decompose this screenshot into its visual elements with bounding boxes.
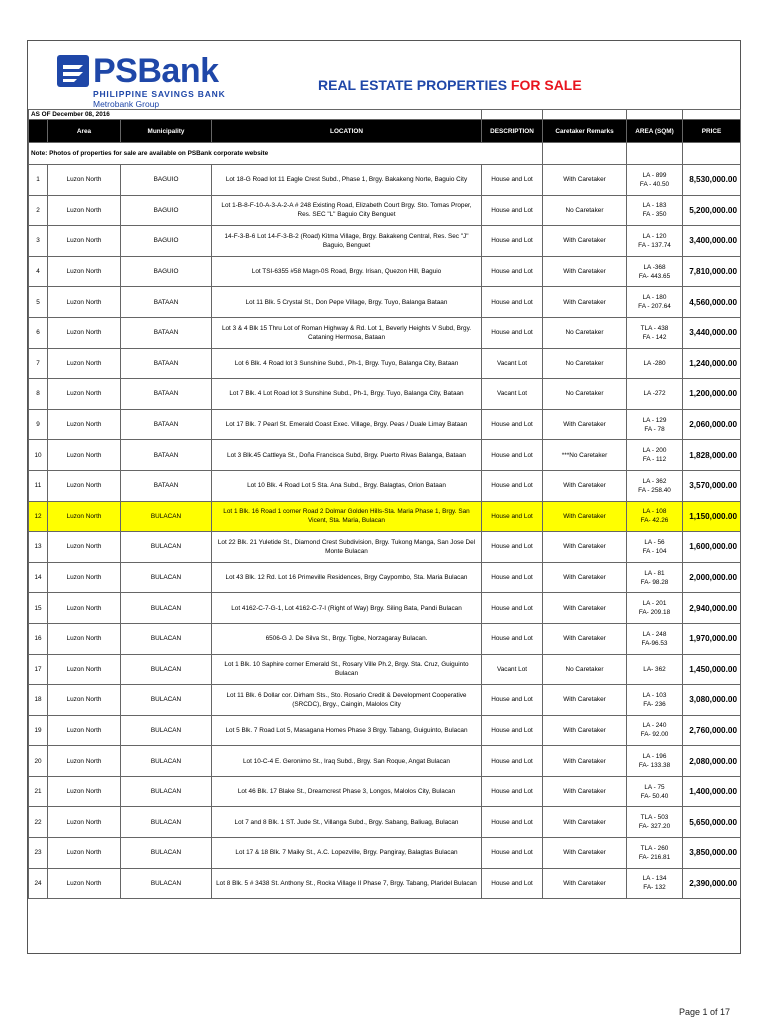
cell-location: Lot 1 Blk. 10 Saphire corner Emerald St., Rosary Ville Ph.2, Brgy. Sta. Cruz, Guiguinto Bulacan <box>212 654 482 685</box>
sqm-line-1: LA -272 <box>643 390 666 398</box>
cell-description: House and Lot <box>482 838 543 869</box>
cell-no: 19 <box>29 715 48 746</box>
cell-area: Luzon North <box>48 409 121 440</box>
cell-location: Lot 1 Blk. 16 Road 1 corner Road 2 Dolmar Golden Hills-Sta. Maria Phase 1, Brgy. San Vicent, Sta. Maria, Bulacan <box>212 501 482 532</box>
cell-caretaker: With Caretaker <box>543 715 627 746</box>
cell-area: Luzon North <box>48 165 121 196</box>
cell-municipality: BATAAN <box>121 409 212 440</box>
table-row <box>29 715 741 746</box>
cell-no: 5 <box>29 287 48 318</box>
cell-municipality: BATAAN <box>121 287 212 318</box>
col-price: PRICE <box>683 120 741 143</box>
cell-area-sqm <box>627 746 683 777</box>
cell-no: 12 <box>29 501 48 532</box>
cell-location: Lot 10-C-4 E. Geronimo St., Iraq Subd., Brgy. San Roque, Angat Bulacan <box>212 746 482 777</box>
sqm-line-2: FA- 327.20 <box>638 823 671 831</box>
cell-price: 2,760,000.00 <box>683 715 741 746</box>
cell-price: 1,970,000.00 <box>683 623 741 654</box>
cell-price: 5,200,000.00 <box>683 195 741 226</box>
cell-location: Lot 11 Blk. 6 Dollar cor. Dirham Sts., Sto. Rosario Credit & Development Cooperative (SRCDC), Brgy., Caingin, Malolos City <box>212 685 482 716</box>
sqm-line-1: LA - 240 <box>642 722 667 730</box>
sqm-line-1: TLA - 503 <box>640 814 669 822</box>
cell-description: House and Lot <box>482 165 543 196</box>
as-of-row <box>29 110 741 120</box>
cell-area: Luzon North <box>48 379 121 410</box>
col-area-sqm: AREA (SQM) <box>627 120 683 143</box>
cell-caretaker: No Caretaker <box>543 317 627 348</box>
cell-no: 21 <box>29 776 48 807</box>
cell-caretaker: No Caretaker <box>543 195 627 226</box>
cell-area-sqm <box>627 685 683 716</box>
cell-municipality: BULACAN <box>121 562 212 593</box>
cell-municipality: BULACAN <box>121 776 212 807</box>
cell-no: 2 <box>29 195 48 226</box>
cell-price: 2,080,000.00 <box>683 746 741 777</box>
sqm-line-1: LA -280 <box>643 359 666 367</box>
cell-price: 3,850,000.00 <box>683 838 741 869</box>
sqm-line-1: TLA - 260 <box>640 844 669 852</box>
sqm-line-2: FA - 40.50 <box>639 180 670 188</box>
cell-location: Lot 7 and 8 Blk. 1 ST. Jude St., Villanga Subd., Brgy. Sabang, Baliuag, Bulacan <box>212 807 482 838</box>
sqm-line-2: FA- 92.00 <box>640 731 669 739</box>
psbank-logo <box>53 51 263 107</box>
col-location: LOCATION <box>212 120 482 143</box>
cell-area: Luzon North <box>48 807 121 838</box>
cell-caretaker: With Caretaker <box>543 256 627 287</box>
cell-description: House and Lot <box>482 715 543 746</box>
cell-description: House and Lot <box>482 317 543 348</box>
cell-area-sqm <box>627 440 683 471</box>
cell-location: Lot 17 Blk. 7 Pearl St. Emerald Coast Exec. Village, Brgy. Peas / Duale Limay Bataan <box>212 409 482 440</box>
sqm-line-2: FA- 443.65 <box>638 272 671 280</box>
cell-municipality: BULACAN <box>121 593 212 624</box>
cell-area: Luzon North <box>48 440 121 471</box>
sqm-line-1: LA - 129 <box>642 416 667 424</box>
table-header <box>29 120 741 143</box>
sqm-line-1: TLA - 438 <box>640 324 669 332</box>
cell-caretaker: No Caretaker <box>543 654 627 685</box>
cell-area: Luzon North <box>48 685 121 716</box>
table-row <box>29 654 741 685</box>
cell-caretaker: With Caretaker <box>543 838 627 869</box>
cell-caretaker: With Caretaker <box>543 470 627 501</box>
table-row <box>29 226 741 257</box>
sqm-line-2: FA - 258.40 <box>638 486 671 494</box>
sqm-line-2: FA - 207.64 <box>638 303 671 311</box>
cell-no: 4 <box>29 256 48 287</box>
cell-area-sqm <box>627 715 683 746</box>
cell-description: House and Lot <box>482 195 543 226</box>
sqm-line-2: FA- 98.28 <box>640 578 669 586</box>
cell-municipality: BULACAN <box>121 838 212 869</box>
cell-area: Luzon North <box>48 317 121 348</box>
cell-area-sqm <box>627 226 683 257</box>
sqm-line-1: LA - 103 <box>642 691 667 699</box>
table-row <box>29 623 741 654</box>
cell-price: 7,810,000.00 <box>683 256 741 287</box>
cell-caretaker: With Caretaker <box>543 746 627 777</box>
cell-area-sqm <box>627 256 683 287</box>
col-municipality: Municipality <box>121 120 212 143</box>
cell-area-sqm <box>627 776 683 807</box>
cell-area: Luzon North <box>48 654 121 685</box>
cell-caretaker: With Caretaker <box>543 226 627 257</box>
cell-caretaker: With Caretaker <box>543 409 627 440</box>
logo-group: Metrobank Group <box>93 99 160 109</box>
col-caretaker: Caretaker Remarks <box>543 120 627 143</box>
sqm-line-2: FA- 50.40 <box>640 792 669 800</box>
as-of-date: AS OF December 08, 2016 <box>29 110 482 120</box>
sqm-line-2: FA - 350 <box>642 211 667 219</box>
table-row <box>29 685 741 716</box>
cell-area: Luzon North <box>48 562 121 593</box>
cell-location: Lot 22 Blk. 21 Yuletide St., Diamond Crest Subdivision, Brgy. Tukong Manga, San Jose Del Monte Bulacan <box>212 532 482 563</box>
cell-price: 1,600,000.00 <box>683 532 741 563</box>
table-row <box>29 501 741 532</box>
cell-municipality: BULACAN <box>121 868 212 899</box>
sqm-line-1: LA - 180 <box>642 294 667 302</box>
note-text: Note: Photos of properties for sale are available on PSBank corporate website <box>29 143 543 165</box>
cell-caretaker: With Caretaker <box>543 532 627 563</box>
cell-area-sqm <box>627 532 683 563</box>
cell-caretaker: With Caretaker <box>543 165 627 196</box>
cell-municipality: BATAAN <box>121 470 212 501</box>
table-row <box>29 287 741 318</box>
cell-location: Lot 43 Blk. 12 Rd. Lot 16 Primeville Residences, Brgy Caypombo, Sta. Maria Bulacan <box>212 562 482 593</box>
cell-area-sqm <box>627 562 683 593</box>
cell-area-sqm <box>627 409 683 440</box>
table-row <box>29 807 741 838</box>
cell-no: 8 <box>29 379 48 410</box>
cell-description: House and Lot <box>482 807 543 838</box>
sqm-line-1: LA- 362 <box>643 665 666 673</box>
sqm-line-1: LA - 134 <box>642 875 667 883</box>
logo-subtitle: PHILIPPINE SAVINGS BANK <box>93 89 226 99</box>
cell-municipality: BAGUIO <box>121 226 212 257</box>
cell-area: Luzon North <box>48 256 121 287</box>
sqm-line-2: FA- 216.81 <box>638 853 671 861</box>
cell-price: 1,200,000.00 <box>683 379 741 410</box>
sqm-line-2: FA - 104 <box>642 547 667 555</box>
cell-description: House and Lot <box>482 623 543 654</box>
cell-price: 3,570,000.00 <box>683 470 741 501</box>
cell-area: Luzon North <box>48 501 121 532</box>
cell-no: 9 <box>29 409 48 440</box>
cell-location: Lot 3 Blk.45 Cattleya St., Doña Francisca Subd, Brgy. Puerto Rivas Balanga, Bataan <box>212 440 482 471</box>
cell-area-sqm <box>627 165 683 196</box>
cell-price: 3,440,000.00 <box>683 317 741 348</box>
cell-location: Lot 6 Blk. 4 Road lot 3 Sunshine Subd., Ph-1, Brgy. Tuyo, Balanga City, Bataan <box>212 348 482 379</box>
cell-description: House and Lot <box>482 440 543 471</box>
table-row <box>29 746 741 777</box>
col-area: Area <box>48 120 121 143</box>
cell-municipality: BATAAN <box>121 348 212 379</box>
logo-wordmark: PSBank <box>93 52 219 90</box>
sqm-line-2: FA- 42.26 <box>640 517 669 525</box>
cell-area: Luzon North <box>48 532 121 563</box>
cell-area-sqm <box>627 593 683 624</box>
cell-municipality: BULACAN <box>121 685 212 716</box>
col-description: DESCRIPTION <box>482 120 543 143</box>
sqm-line-1: LA - 899 <box>642 171 667 179</box>
cell-no: 18 <box>29 685 48 716</box>
sqm-line-1: LA - 56 <box>644 538 665 546</box>
sqm-line-2: FA- 209.18 <box>638 609 671 617</box>
cell-no: 23 <box>29 838 48 869</box>
cell-no: 14 <box>29 562 48 593</box>
page-footer: Page 1 of 17 <box>679 1007 731 1017</box>
cell-description: House and Lot <box>482 593 543 624</box>
cell-description: House and Lot <box>482 409 543 440</box>
cell-area-sqm <box>627 348 683 379</box>
cell-area-sqm <box>627 317 683 348</box>
sqm-line-2: FA - 78 <box>644 425 665 433</box>
cell-price: 1,400,000.00 <box>683 776 741 807</box>
sqm-line-1: LA - 362 <box>642 477 667 485</box>
cell-no: 15 <box>29 593 48 624</box>
cell-area: Luzon North <box>48 776 121 807</box>
cell-location: Lot 11 Blk. 5 Crystal St., Don Pepe Village, Brgy. Tuyo, Balanga Bataan <box>212 287 482 318</box>
cell-area: Luzon North <box>48 593 121 624</box>
cell-caretaker: With Caretaker <box>543 501 627 532</box>
cell-no: 24 <box>29 868 48 899</box>
cell-location: Lot 8 Blk. 5 # 3438 St. Anthony St., Rocka Village II Phase 7, Brgy. Tabang, Plaridel Bulacan <box>212 868 482 899</box>
table-row <box>29 165 741 196</box>
psbank-mark-icon <box>57 55 89 87</box>
cell-area-sqm <box>627 868 683 899</box>
cell-no: 10 <box>29 440 48 471</box>
cell-price: 3,400,000.00 <box>683 226 741 257</box>
cell-price: 2,390,000.00 <box>683 868 741 899</box>
cell-location: Lot 4162-C-7-G-1, Lot 4162-C-7-I (Right of Way) Brgy. Siling Bata, Pandi Bulacan <box>212 593 482 624</box>
cell-municipality: BULACAN <box>121 654 212 685</box>
table-row <box>29 593 741 624</box>
cell-caretaker: No Caretaker <box>543 379 627 410</box>
cell-no: 1 <box>29 165 48 196</box>
table-row <box>29 776 741 807</box>
cell-no: 22 <box>29 807 48 838</box>
cell-no: 11 <box>29 470 48 501</box>
cell-description: House and Lot <box>482 226 543 257</box>
col-no <box>29 120 48 143</box>
cell-caretaker: With Caretaker <box>543 685 627 716</box>
cell-no: 3 <box>29 226 48 257</box>
table-row <box>29 440 741 471</box>
cell-caretaker: ***No Caretaker <box>543 440 627 471</box>
properties-table <box>28 109 741 899</box>
cell-area-sqm <box>627 838 683 869</box>
cell-description: House and Lot <box>482 776 543 807</box>
cell-municipality: BAGUIO <box>121 256 212 287</box>
table-row <box>29 838 741 869</box>
cell-location: Lot 10 Blk. 4 Road Lot 5 Sta. Ana Subd., Brgy. Balagtas, Orion Bataan <box>212 470 482 501</box>
cell-location: Lot 7 Blk. 4 Lot Road lot 3 Sunshine Subd., Ph-1, Brgy. Tuyo, Balanga City, Bataan <box>212 379 482 410</box>
cell-description: House and Lot <box>482 562 543 593</box>
table-row <box>29 868 741 899</box>
cell-area: Luzon North <box>48 470 121 501</box>
cell-no: 13 <box>29 532 48 563</box>
cell-municipality: BULACAN <box>121 623 212 654</box>
table-row <box>29 195 741 226</box>
cell-location: Lot 5 Blk. 7 Road Lot 5, Masagana Homes Phase 3 Brgy. Tabang, Guiguinto, Bulacan <box>212 715 482 746</box>
table-row <box>29 532 741 563</box>
cell-municipality: BULACAN <box>121 501 212 532</box>
cell-municipality: BAGUIO <box>121 195 212 226</box>
sqm-line-2: FA-96.53 <box>641 639 668 647</box>
cell-price: 3,080,000.00 <box>683 685 741 716</box>
sqm-line-2: FA- 236 <box>643 700 666 708</box>
cell-description: House and Lot <box>482 287 543 318</box>
cell-price: 1,150,000.00 <box>683 501 741 532</box>
cell-area-sqm <box>627 807 683 838</box>
cell-price: 2,060,000.00 <box>683 409 741 440</box>
cell-location: Lot 17 & 18 Blk. 7 Maiky St., A.C. Lopezville, Brgy. Pangiray, Balagtas Bulacan <box>212 838 482 869</box>
cell-caretaker: With Caretaker <box>543 623 627 654</box>
cell-area-sqm <box>627 623 683 654</box>
cell-description: House and Lot <box>482 746 543 777</box>
cell-municipality: BULACAN <box>121 746 212 777</box>
cell-description: Vacant Lot <box>482 654 543 685</box>
cell-area-sqm <box>627 501 683 532</box>
document-sheet <box>27 40 741 1017</box>
cell-area: Luzon North <box>48 226 121 257</box>
cell-no: 6 <box>29 317 48 348</box>
sqm-line-1: LA - 201 <box>642 600 667 608</box>
cell-caretaker: No Caretaker <box>543 348 627 379</box>
cell-no: 17 <box>29 654 48 685</box>
cell-caretaker: With Caretaker <box>543 776 627 807</box>
sqm-line-1: LA - 120 <box>642 232 667 240</box>
cell-description: House and Lot <box>482 256 543 287</box>
cell-area: Luzon North <box>48 868 121 899</box>
sqm-line-1: LA - 81 <box>644 569 665 577</box>
cell-description: House and Lot <box>482 685 543 716</box>
sqm-line-2: FA- 133.38 <box>638 762 671 770</box>
cell-area: Luzon North <box>48 715 121 746</box>
cell-municipality: BULACAN <box>121 715 212 746</box>
cell-no: 16 <box>29 623 48 654</box>
sqm-line-2: FA - 112 <box>642 456 667 464</box>
cell-price: 5,650,000.00 <box>683 807 741 838</box>
table-row <box>29 470 741 501</box>
cell-area: Luzon North <box>48 195 121 226</box>
sqm-line-1: LA - 75 <box>644 783 665 791</box>
cell-price: 4,560,000.00 <box>683 287 741 318</box>
cell-price: 2,940,000.00 <box>683 593 741 624</box>
cell-no: 7 <box>29 348 48 379</box>
cell-municipality: BULACAN <box>121 532 212 563</box>
cell-municipality: BATAAN <box>121 379 212 410</box>
sqm-line-1: LA -368 <box>643 263 666 271</box>
table-row <box>29 317 741 348</box>
cell-area-sqm <box>627 379 683 410</box>
cell-description: Vacant Lot <box>482 379 543 410</box>
cell-location: Lot 1-B-8-F-10-A-3-A-2-A # 248 Existing Road, Elizabeth Court Brgy. Sto. Tomas Proper, Res. SEC "L" Baguio City Benguet <box>212 195 482 226</box>
sqm-line-2: FA - 137.74 <box>638 241 671 249</box>
cell-description: House and Lot <box>482 501 543 532</box>
header <box>28 41 740 109</box>
table-row <box>29 256 741 287</box>
cell-location: Lot 3 & 4 Blk 15 Thru Lot of Roman Highway & Rd. Lot 1, Beverly Heights V Subd, Brgy. Cataning Hermosa, Bataan <box>212 317 482 348</box>
cell-area: Luzon North <box>48 287 121 318</box>
cell-area-sqm <box>627 654 683 685</box>
cell-description: Vacant Lot <box>482 348 543 379</box>
cell-description: House and Lot <box>482 532 543 563</box>
sqm-line-1: LA - 248 <box>642 630 667 638</box>
cell-caretaker: With Caretaker <box>543 868 627 899</box>
cell-area-sqm <box>627 195 683 226</box>
cell-caretaker: With Caretaker <box>543 807 627 838</box>
cell-no: 20 <box>29 746 48 777</box>
cell-location: Lot TSI-6355 #58 Magn-0S Road, Brgy. Irisan, Quezon Hill, Baguio <box>212 256 482 287</box>
cell-price: 1,240,000.00 <box>683 348 741 379</box>
cell-area-sqm <box>627 287 683 318</box>
table-row <box>29 409 741 440</box>
cell-municipality: BATAAN <box>121 440 212 471</box>
sqm-line-2: FA- 132 <box>643 884 666 892</box>
table-row <box>29 348 741 379</box>
cell-municipality: BATAAN <box>121 317 212 348</box>
cell-description: House and Lot <box>482 470 543 501</box>
table-row <box>29 379 741 410</box>
cell-location: Lot 46 Blk. 17 Blake St., Dreamcrest Phase 3, Longos, Malolos City, Bulacan <box>212 776 482 807</box>
cell-municipality: BULACAN <box>121 807 212 838</box>
cell-area: Luzon North <box>48 746 121 777</box>
cell-caretaker: With Caretaker <box>543 562 627 593</box>
note-row <box>29 143 741 165</box>
sqm-line-1: LA - 108 <box>642 508 667 516</box>
cell-price: 1,828,000.00 <box>683 440 741 471</box>
cell-price: 2,000,000.00 <box>683 562 741 593</box>
cell-location: 14-F-3-B-6 Lot 14-F-3-B-2 (Road) Kitma Village, Brgy. Bakakeng Central, Res. Sec "J" Baguio, Benguet <box>212 226 482 257</box>
cell-description: House and Lot <box>482 868 543 899</box>
sqm-line-1: LA - 196 <box>642 753 667 761</box>
table-row <box>29 562 741 593</box>
cell-caretaker: With Caretaker <box>543 287 627 318</box>
sqm-line-1: LA - 183 <box>642 202 667 210</box>
cell-area-sqm <box>627 470 683 501</box>
cell-price: 8,530,000.00 <box>683 165 741 196</box>
cell-area: Luzon North <box>48 838 121 869</box>
cell-area: Luzon North <box>48 348 121 379</box>
cell-caretaker: With Caretaker <box>543 593 627 624</box>
cell-price: 1,450,000.00 <box>683 654 741 685</box>
cell-area: Luzon North <box>48 623 121 654</box>
cell-municipality: BAGUIO <box>121 165 212 196</box>
sqm-line-1: LA - 200 <box>642 447 667 455</box>
cell-location: 6506-G J. De Silva St., Brgy. Tigbe, Norzagaray Bulacan. <box>212 623 482 654</box>
cell-location: Lot 18-G Road lot 11 Eagle Crest Subd., Phase 1, Brgy. Bakakeng Norte, Baguio City <box>212 165 482 196</box>
sqm-line-2: FA - 142 <box>642 333 667 341</box>
page-title: REAL ESTATE PROPERTIES FOR SALE <box>318 77 582 93</box>
